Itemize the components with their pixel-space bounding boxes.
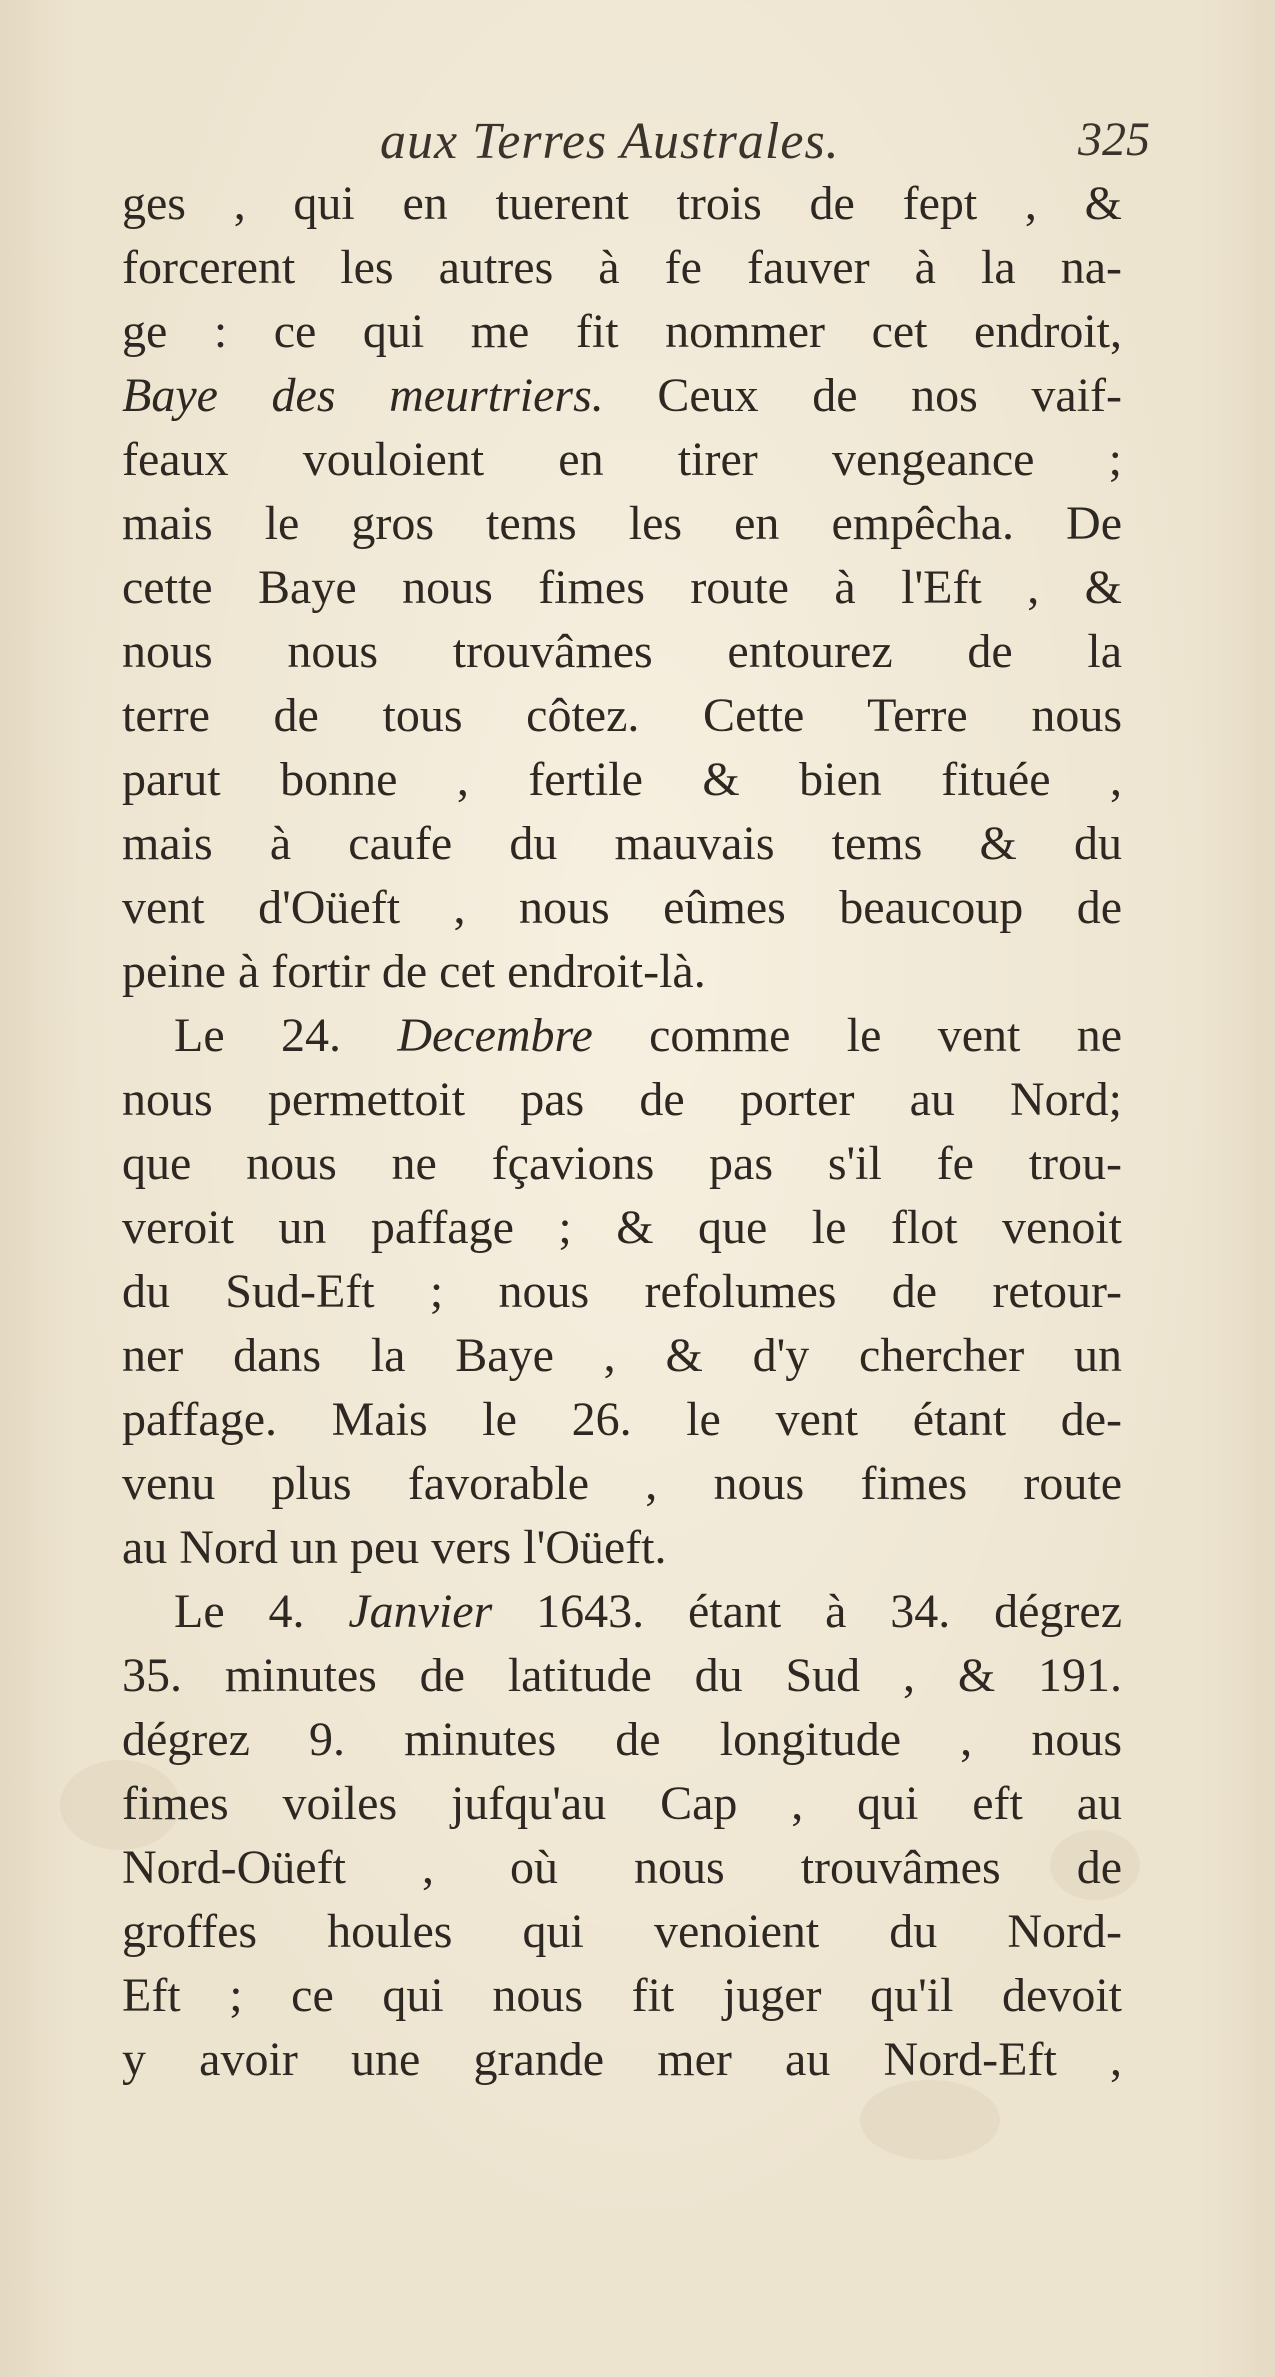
text-line: cette Baye nous fimes route à l'Eft , & [122,561,1122,614]
text-line: veroit un paffage ; & que le flot venoit [122,1201,1122,1254]
text-line: fimes voiles jufqu'au Cap , qui eft au [122,1777,1122,1830]
text-line: vent d'Oüeft , nous eûmes beaucoup de [122,881,1122,934]
body-text [122,172,1122,2092]
text-line [122,364,1122,428]
text-line: parut bonne , fertile & bien fituée , [122,753,1122,806]
text-line: que nous ne fçavions pas s'il fe trou- [122,1137,1122,1190]
text-line: 35. minutes de latitude du Sud , & 191. [122,1649,1122,1702]
text-line: dégrez 9. minutes de longitude , nous [122,1713,1122,1766]
text-line: au Nord un peu vers l'Oüeft. [122,1521,667,1574]
text-line: Nord-Oüeft , où nous trouvâmes de [122,1841,1122,1894]
text-line: ge : ce qui me fit nommer cet endroit, [122,305,1122,358]
text-line: Eft ; ce qui nous fit juger qu'il devoit [122,1969,1122,2022]
text-line: groffes houles qui venoient du Nord- [122,1905,1122,1958]
line-segment: Ceux de nos vaif- [603,369,1122,422]
running-head [110,112,1150,172]
text-line: ges , qui en tuerent trois de fept , & [122,177,1122,230]
italic-place-name: Baye des meurtriers. [122,369,604,422]
italic-month: Decembre [397,1009,593,1062]
line-segment: Le 24. [174,1009,398,1062]
text-line: y avoir une grande mer au Nord-Eft , [122,2033,1122,2086]
text-line: feaux vouloient en tirer vengeance ; [122,433,1122,486]
line-segment: 1643. étant à 34. dégrez [492,1585,1123,1638]
text-line: nous nous trouvâmes entourez de la [122,625,1122,678]
running-title: aux Terres Australes. [380,113,840,170]
paper-stain [860,2080,1000,2160]
text-line: nous permettoit pas de porter au Nord; [122,1073,1122,1126]
text-line: forcerent les autres à fe fauver à la na- [122,241,1122,294]
line-segment: comme le vent ne [592,1009,1122,1062]
page-number: 325 [1078,113,1150,166]
text-line: mais à caufe du mauvais tems & du [122,817,1122,870]
text-line: du Sud-Eft ; nous refolumes de retour- [122,1265,1122,1318]
text-line: ner dans la Baye , & d'y chercher un [122,1329,1122,1382]
text-line: paffage. Mais le 26. le vent étant de- [122,1393,1122,1446]
text-line [122,1580,1122,1644]
italic-month: Janvier [348,1585,493,1638]
text-line: mais le gros tems les en empêcha. De [122,497,1122,550]
text-line: terre de tous côtez. Cette Terre nous [122,689,1122,742]
text-line: peine à fortir de cet endroit-là. [122,945,706,998]
line-segment: Le 4. [174,1585,349,1638]
text-line [122,1004,1122,1068]
text-line: venu plus favorable , nous fimes route [122,1457,1122,1510]
